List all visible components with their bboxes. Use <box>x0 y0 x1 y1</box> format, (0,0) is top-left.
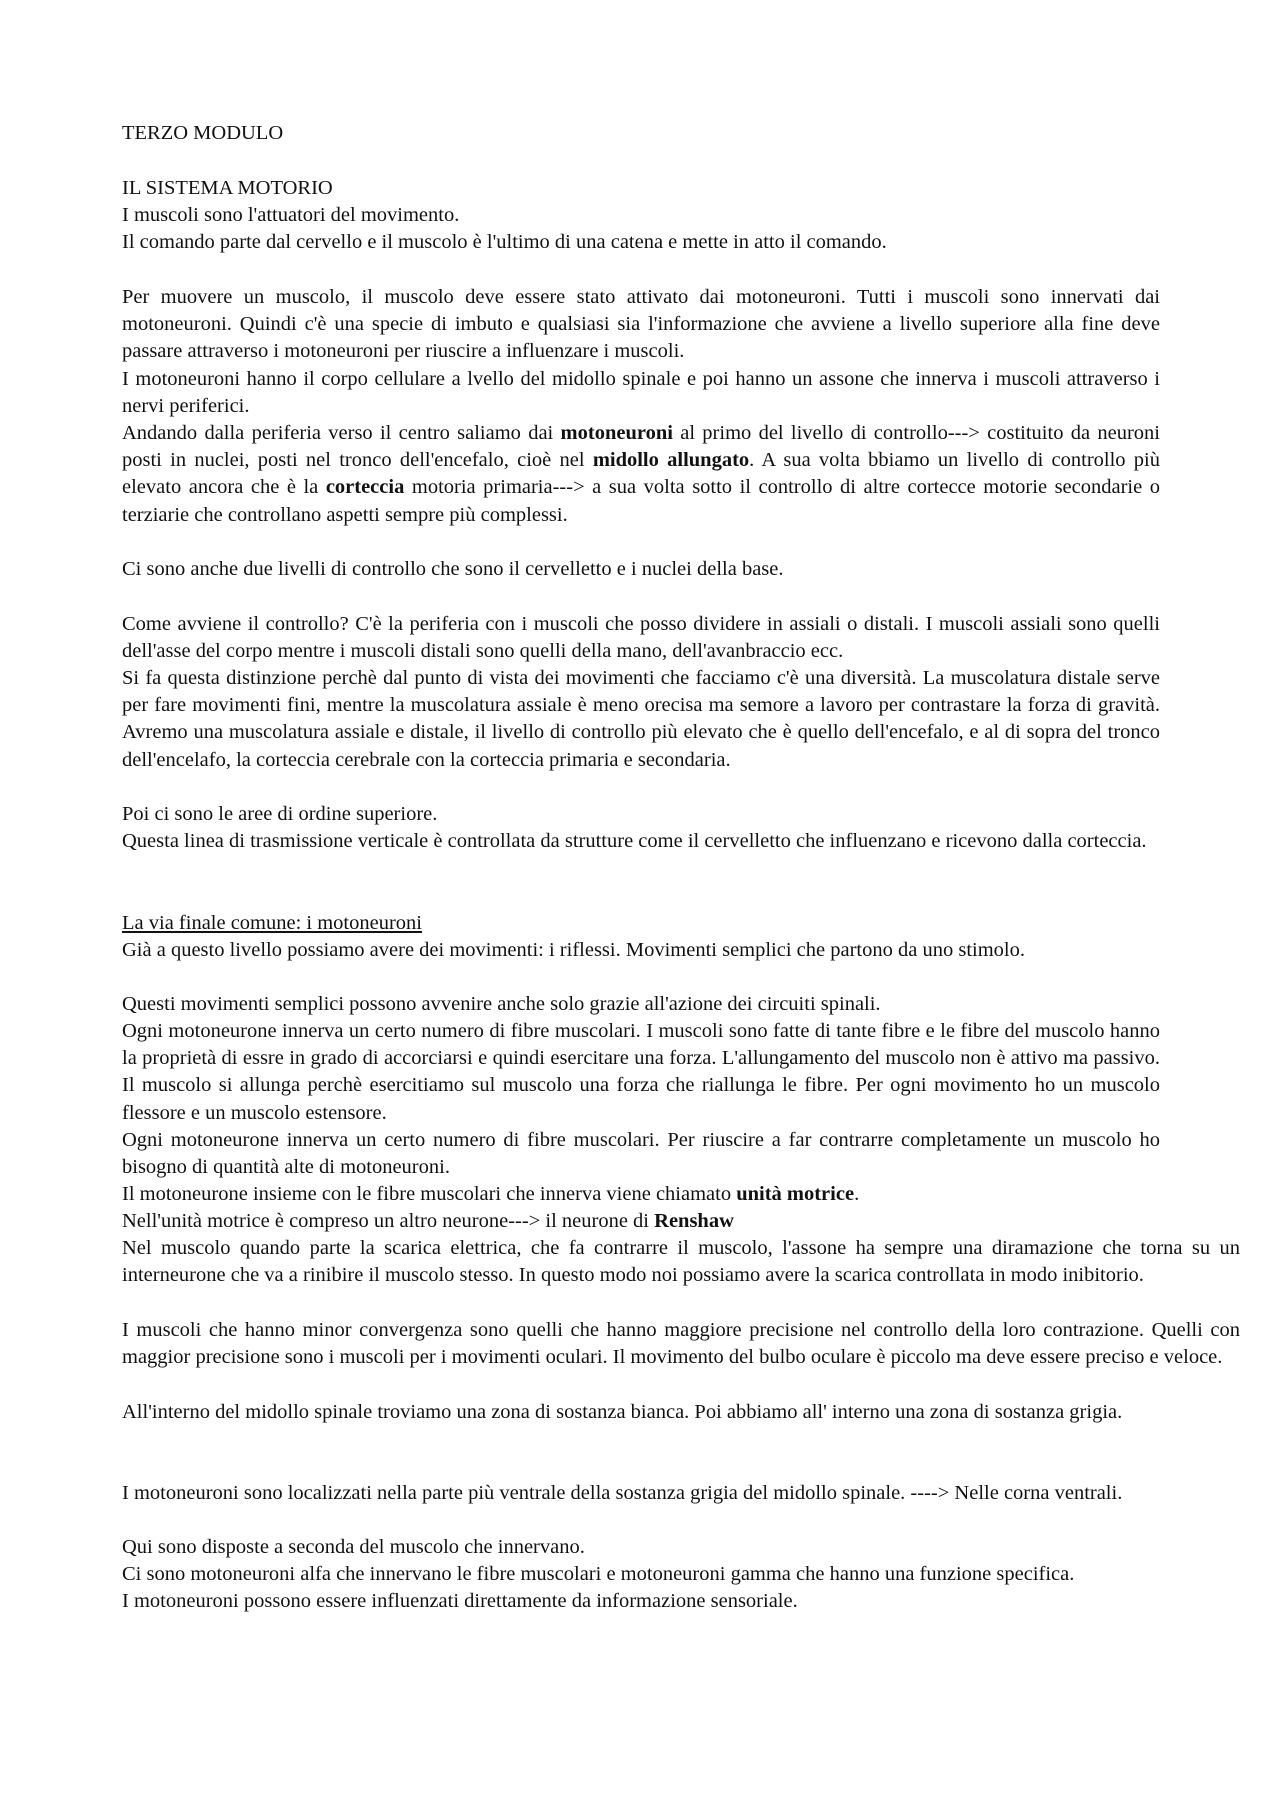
paragraph-alfa-gamma: Ci sono motoneuroni alfa che innervano le fibre muscolari e motoneuroni gamma che hanno una funzione specifica. <box>122 1563 1075 1585</box>
paragraph-motoneuroni: Per muovere un muscolo, il muscolo deve essere stato attivato dai motoneuroni. Tutti i muscoli sono innervati dai motoneuroni. Quindi c'è una specie di imbuto e qualsiasi sia l'informazione che avviene a livello superiore alla fine deve passare attraverso i motoneuroni per riuscire a influenzare i muscoli. <box>122 286 1160 363</box>
section-title: IL SISTEMA MOTORIO <box>122 177 333 199</box>
paragraph-contrazione: Ogni motoneurone innerva un certo numero di fibre muscolari. Per riuscire a far contrarre completamente un muscolo ho bisogno di quantità alte di motoneuroni. <box>122 1129 1160 1179</box>
paragraph-disposizione: Qui sono disposte a seconda del muscolo che innervano. <box>122 1536 585 1558</box>
paragraph-fibre-muscolari: Ogni motoneurone innerva un certo numero di fibre muscolari. I muscoli sono fatte di tante fibre e le fibre del muscolo hanno la proprietà di essre in grado di accorciarsi e quindi esercitare una forza. L'allungamento del muscolo non è attivo ma passivo. Il muscolo si allunga perchè esercitiamo sul muscolo una forza che riallunga le fibre. Per ogni movimento ho un muscolo flessore e un muscolo estensore. <box>122 1020 1160 1124</box>
document-title: TERZO MODULO <box>122 122 284 144</box>
term-midollo-allungato: midollo allungato <box>592 449 750 472</box>
paragraph-ordine-superiore: Poi ci sono le aree di ordine superiore. <box>122 803 438 825</box>
paragraph-corna-ventrali: I motoneuroni sono localizzati nella parte più ventrale della sostanza grigia del midollo spinale. ----> Nelle corna ventrali. <box>122 1482 1123 1504</box>
paragraph-trasmissione: Questa linea di trasmissione verticale è controllata da strutture come il cervelletto che influenzano e ricevono dalla corteccia. <box>122 830 1147 852</box>
subheading-via-finale: La via finale comune: i motoneuroni <box>122 912 423 934</box>
paragraph-circuiti-spinali: Questi movimenti semplici possono avvenire anche solo grazie all'azione dei circuiti spinali. <box>122 993 881 1015</box>
term-renshaw: Renshaw <box>654 1210 734 1232</box>
paragraph-sostanza-bianca: All'interno del midollo spinale troviamo una zona di sostanza bianca. Poi abbiamo all' interno una zona di sostanza grigia. <box>122 1401 1123 1423</box>
paragraph-livelli-controllo: Andando dalla periferia verso il centro saliamo dai motoneuroni al primo del livello di controllo---> costituito da neuroni posti in nuclei, posti nel tronco dell'encefalo, cioè nel midollo allungato. A sua volta bbiamo un livello di controllo più elevato ancora che è la corteccia motoria primaria---> a sua volta sotto il controllo di altre cortecce motorie secondarie o terziarie che controllano aspetti sempre più complessi. <box>122 422 1160 526</box>
paragraph-assiali-distali: Come avviene il controllo? C'è la periferia con i muscoli che posso dividere in assiali o distali. I muscoli assiali sono quelli dell'asse del corpo mentre i muscoli distali sono quelli della mano, dell'avanbraccio ecc. <box>122 613 1160 663</box>
term-unita-motrice: unità motrice <box>736 1183 855 1205</box>
paragraph-unita-motrice: Il motoneurone insieme con le fibre muscolari che innerva viene chiamato unità motrice. <box>122 1183 860 1205</box>
paragraph-distinzione: Si fa questa distinzione perchè dal punto di vista dei movimenti che facciamo c'è una diversità. La muscolatura distale serve per fare movimenti fini, mentre la muscolatura assiale è meno orecisa ma semore a lavoro per contrastare la forza di gravità. Avremo una muscolatura assiale e distale, il livello di controllo più elevato che è quello dell'encefalo, e al di sopra del tronco dell'encelafo, la corteccia cerebrale con la corteccia primaria e secondaria. <box>122 667 1160 771</box>
paragraph-scarica-elettrica: Nel muscolo quando parte la scarica elettrica, che fa contrarre il muscolo, l'assone ha sempre una diramazione che torna su un interneurone che va a rinibire il muscolo stesso. In questo modo noi possiamo avere la scarica controllata in modo inibitorio. <box>122 1237 1240 1287</box>
intro-line-1: I muscoli sono l'attuatori del movimento. <box>122 204 460 226</box>
term-motoneuroni: motoneuroni <box>560 422 673 444</box>
term-corteccia: corteccia <box>325 476 405 499</box>
paragraph-corpo-cellulare: I motoneuroni hanno il corpo cellulare a lvello del midollo spinale e poi hanno un assone che innerva i muscoli attraverso i nervi periferici. <box>122 368 1160 418</box>
paragraph-riflessi: Già a questo livello possiamo avere dei movimenti: i riflessi. Movimenti semplici che partono da uno stimolo. <box>122 939 1025 961</box>
paragraph-cervelletto: Ci sono anche due livelli di controllo che sono il cervelletto e i nuclei della base. <box>122 558 784 580</box>
intro-line-2: Il comando parte dal cervello e il muscolo è l'ultimo di una catena e mette in atto il comando. <box>122 231 887 253</box>
paragraph-renshaw: Nell'unità motrice è compreso un altro neurone---> il neurone di Renshaw <box>122 1210 734 1232</box>
paragraph-convergenza: I muscoli che hanno minor convergenza sono quelli che hanno maggiore precisione nel controllo della loro contrazione. Quelli con maggior precisione sono i muscoli per i movimenti oculari. Il movimento del bulbo oculare è piccolo ma deve essere preciso e veloce. <box>122 1319 1240 1369</box>
paragraph-sensoriale: I motoneuroni possono essere influenzati direttamente da informazione sensoriale. <box>122 1590 798 1612</box>
